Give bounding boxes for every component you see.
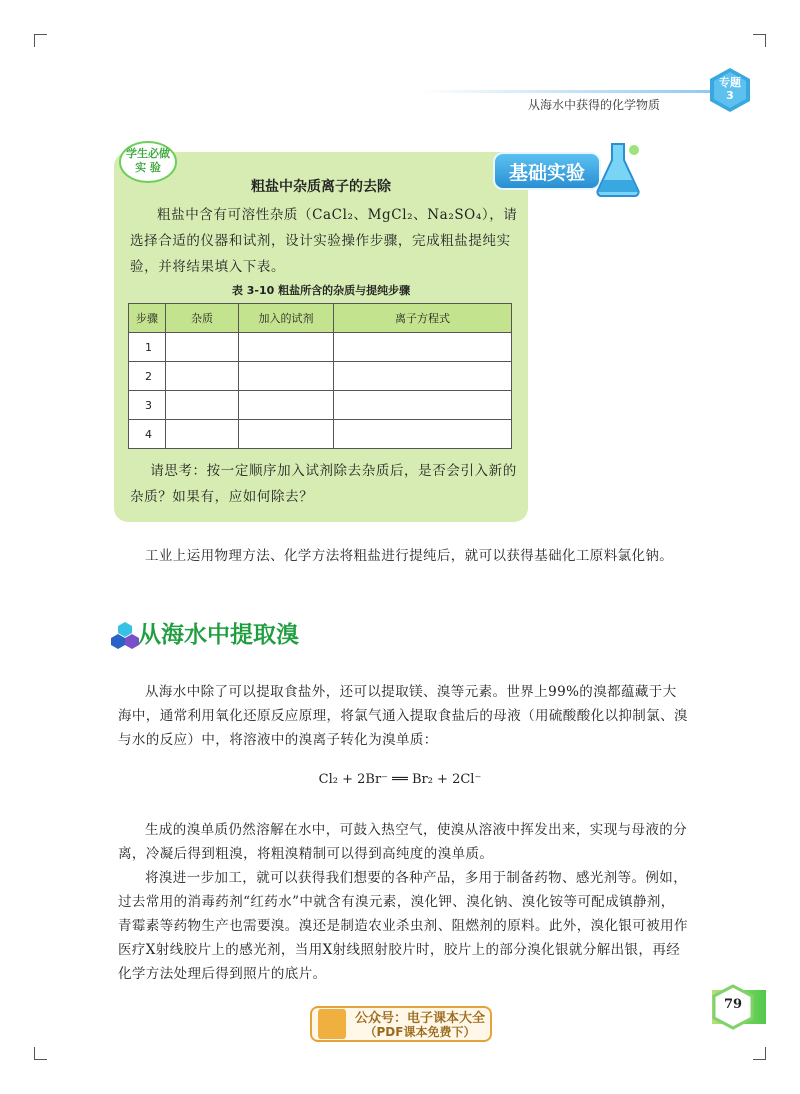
experiment-title: 粗盐中杂质离子的去除: [251, 179, 391, 195]
table-row: [129, 362, 512, 391]
book-icon: [318, 1009, 346, 1039]
must-badge-line1: 学生必做: [126, 147, 170, 160]
cubes-icon: [110, 620, 140, 650]
table-row: [129, 333, 512, 362]
section-title: 从海水中提取溴: [138, 622, 299, 648]
table-row: [129, 420, 512, 449]
table-cell: [166, 420, 239, 449]
table-cell: [239, 333, 334, 362]
table-cell: [239, 391, 334, 420]
table-header-cell: 加入的试剂: [239, 304, 334, 333]
section-paragraph-1: 从海水中除了可以提取食盐外，还可以提取镁、溴等元素。世界上99%的溴都蕴藏于大海中，通常利用氧化还原反应原理，将氯气通入提取食盐后的母液（用硫酸酸化以抑制氯、溴与水的反应）中，将溶液中的溴离子转化为溴单质：: [118, 684, 688, 748]
header-rule: [420, 90, 720, 93]
table-header-cell: 杂质: [166, 304, 239, 333]
watermark-line2: （PDF课本免费下）: [364, 1025, 476, 1039]
experiment-instructions: 粗盐中含有可溶性杂质（CaCl₂、MgCl₂、Na₂SO₄），请选择合适的仪器和试剂，设计实验操作步骤，完成粗盐提纯实验，并将结果填入下表。: [130, 207, 518, 275]
table-cell: [239, 420, 334, 449]
table-cell: [166, 362, 239, 391]
table-caption: 表 3-10 粗盐所含的杂质与提纯步骤: [231, 284, 411, 297]
table-cell: [334, 391, 512, 420]
watermark-line1: 公众号：电子课本大全: [354, 1011, 485, 1026]
crop-mark-bottom-right: [753, 1047, 766, 1060]
section-paragraph-3: 将溴进一步加工，就可以获得我们想要的各种产品，多用于制备药物、感光剂等。例如，过去常用的消毒药剂“红药水”中就含有溴元素，溴化钾、溴化钠、溴化铵等可配成镇静剂，青霉素等药物生产也需要溴。溴还是制造农业杀虫剂、阻燃剂的原料。此外，溴化银可被用作医疗X射线胶片上的感光剂，当用X射线照射胶片时，胶片上的部分溴化银就分解出银，再经化学方法处理后得到照片的底片。: [118, 870, 688, 982]
crop-mark-top-right: [753, 34, 766, 47]
topic-badge: [712, 76, 748, 102]
must-badge-line2: 实 验: [135, 161, 161, 174]
table-cell: [334, 362, 512, 391]
table-cell-step: 2: [129, 362, 166, 391]
bromine-equation: Cl₂ + 2Br⁻ ══ Br₂ + 2Cl⁻: [318, 772, 482, 787]
topic-label: 专题: [719, 76, 741, 89]
basic-experiment-tag: 基础实验: [493, 152, 601, 190]
table-cell: [334, 333, 512, 362]
table-cell: [166, 333, 239, 362]
industrial-purification-text: 工业上运用物理方法、化学方法将粗盐进行提纯后，就可以获得基础化工原料氯化钠。: [145, 548, 674, 564]
table-cell-step: 4: [129, 420, 166, 449]
table-row: [129, 391, 512, 420]
table-header-cell: 离子方程式: [334, 304, 512, 333]
table-cell: [334, 420, 512, 449]
purification-steps-table: [128, 303, 512, 449]
table-cell: [239, 362, 334, 391]
table-cell-step: 1: [129, 333, 166, 362]
table-cell: [166, 391, 239, 420]
section-paragraph-2: 生成的溴单质仍然溶解在水中，可鼓入热空气，使溴从溶液中挥发出来，实现与母液的分离，冷凝后得到粗溴，将粗溴精制可以得到高纯度的溴单质。: [118, 822, 688, 862]
crop-mark-bottom-left: [34, 1047, 47, 1060]
table-cell-step: 3: [129, 391, 166, 420]
student-must-do-badge: [122, 147, 174, 175]
page-number: 79: [723, 997, 743, 1012]
topic-number: 3: [726, 89, 734, 102]
table-header-row: [129, 304, 512, 333]
table-header-cell: 步骤: [129, 304, 166, 333]
think-question: 请思考：按一定顺序加入试剂除去杂质后，是否会引入新的杂质？如果有，应如何除去？: [130, 463, 517, 505]
chapter-title: 从海水中获得的化学物质: [528, 98, 661, 112]
crop-mark-top-left: [34, 34, 47, 47]
flask-icon: [594, 140, 642, 198]
